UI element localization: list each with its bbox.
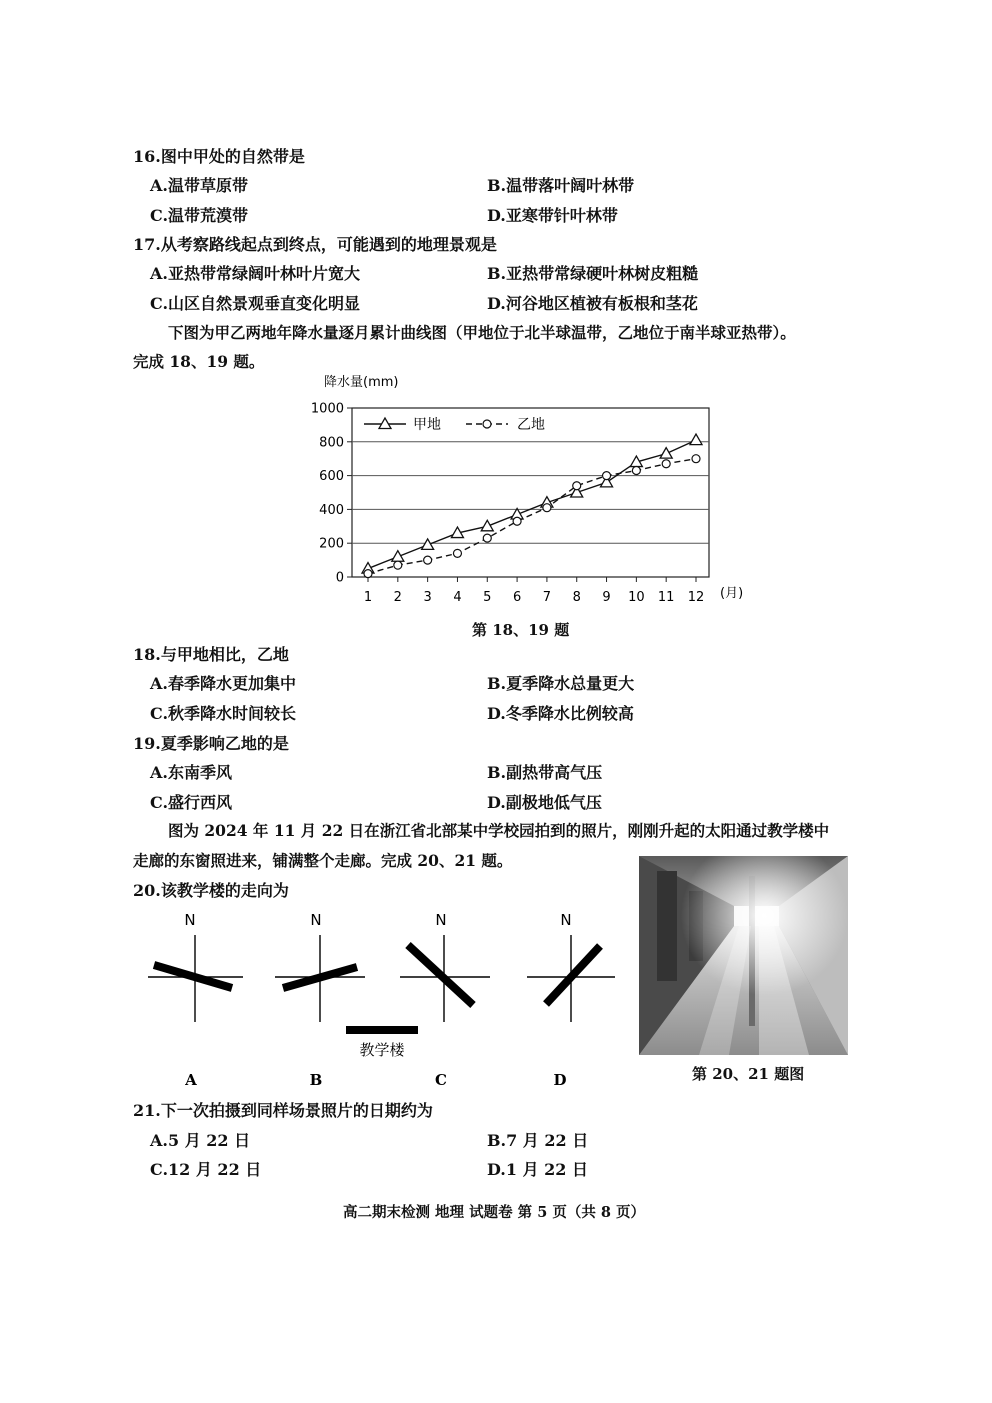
point-circle bbox=[632, 467, 640, 475]
q17-option-d: D.河谷地区植被有板根和茎花 bbox=[487, 294, 698, 313]
x-tick-label: 6 bbox=[512, 590, 522, 605]
y-tick-label: 200 bbox=[319, 536, 344, 552]
precipitation-chart bbox=[300, 368, 770, 608]
intro-18-19-line2: 完成 18、19 题。 bbox=[133, 352, 265, 371]
point-circle bbox=[692, 455, 700, 463]
corridor-photo bbox=[639, 856, 848, 1055]
north-label-c: N bbox=[435, 911, 447, 929]
x-tick-label: 4 bbox=[453, 590, 462, 605]
point-triangle bbox=[392, 551, 404, 562]
q21-option-d: D.1 月 22 日 bbox=[487, 1160, 588, 1179]
legend-item bbox=[466, 416, 545, 433]
q21-option-a: A.5 月 22 日 bbox=[150, 1131, 251, 1150]
q16-stem: 16.图中甲处的自然带是 bbox=[133, 147, 305, 166]
q17-option-a: A.亚热带常绿阔叶林叶片宽大 bbox=[150, 264, 360, 283]
q21-option-b: B.7 月 22 日 bbox=[487, 1131, 589, 1150]
q21-option-c: C.12 月 22 日 bbox=[150, 1160, 262, 1179]
x-tick-label: 12 bbox=[687, 590, 705, 605]
q19-option-c: C.盛行西风 bbox=[150, 793, 233, 812]
north-label-b: N bbox=[310, 911, 322, 929]
point-triangle bbox=[690, 434, 702, 445]
q17-stem: 17.从考察路线起点到终点，可能遇到的地理景观是 bbox=[133, 235, 497, 254]
series-line bbox=[368, 440, 696, 568]
q16-option-d: D.亚寒带针叶林带 bbox=[487, 206, 618, 225]
photo-caption: 第 20、21 题图 bbox=[692, 1065, 805, 1083]
x-tick-label: 3 bbox=[423, 590, 432, 605]
point-circle bbox=[424, 556, 432, 564]
legend-label: 甲地 bbox=[413, 417, 441, 433]
x-tick-label: 8 bbox=[572, 590, 581, 605]
q17-option-c: C.山区自然景观垂直变化明显 bbox=[150, 294, 361, 313]
diagram-c bbox=[400, 911, 490, 1022]
q20-stem: 20.该教学楼的走向为 bbox=[133, 881, 289, 900]
q16-option-c: C.温带荒漠带 bbox=[150, 206, 249, 225]
point-circle bbox=[662, 460, 670, 468]
series-yi bbox=[364, 455, 700, 578]
q19-stem: 19.夏季影响乙地的是 bbox=[133, 734, 289, 753]
x-tick-label: 5 bbox=[483, 590, 492, 605]
x-tick-label: 9 bbox=[602, 590, 611, 605]
point-circle bbox=[483, 534, 491, 542]
page-footer: 高二期末检测 地理 试题卷 第 5 页（共 8 页） bbox=[343, 1204, 646, 1221]
chart-ylabel: 降水量(mm) bbox=[324, 375, 399, 390]
point-triangle bbox=[660, 448, 672, 459]
legend-label: 乙地 bbox=[517, 417, 545, 433]
q18-option-d: D.冬季降水比例较高 bbox=[487, 704, 634, 723]
q17-option-b: B.亚热带常绿硬叶林树皮粗糙 bbox=[487, 264, 699, 283]
q21-stem: 21.下一次拍摄到同样场景照片的日期约为 bbox=[133, 1101, 433, 1120]
x-tick-label: 1 bbox=[363, 590, 373, 605]
q18-stem: 18.与甲地相比，乙地 bbox=[133, 645, 289, 664]
point-triangle bbox=[422, 539, 434, 550]
q18-option-c: C.秋季降水时间较长 bbox=[150, 704, 297, 723]
x-tick-label: 11 bbox=[657, 590, 675, 605]
q19-option-a: A.东南季风 bbox=[150, 763, 232, 782]
point-circle bbox=[603, 472, 611, 480]
diagram-a bbox=[148, 911, 243, 1022]
chart-xunit: (月) bbox=[720, 586, 744, 601]
point-circle bbox=[543, 504, 551, 512]
choice-label-c: C bbox=[435, 1071, 447, 1089]
point-circle bbox=[453, 549, 461, 557]
point-triangle bbox=[379, 418, 391, 429]
y-tick-label: 600 bbox=[319, 469, 344, 485]
q18-option-a: A.春季降水更加集中 bbox=[150, 674, 296, 693]
x-tick-label: 10 bbox=[628, 590, 645, 605]
point-circle bbox=[394, 561, 402, 569]
intro-20-21-line2: 走廊的东窗照进来，铺满整个走廊。完成 20、21 题。 bbox=[133, 851, 513, 870]
series-jia bbox=[362, 434, 702, 573]
point-circle bbox=[513, 517, 521, 525]
intro-20-21-line1: 图为 2024 年 11 月 22 日在浙江省北部某中学校园拍到的照片，刚刚升起的太阳通过教学楼中 bbox=[168, 821, 830, 840]
orientation-diagrams bbox=[140, 900, 630, 1095]
diagram-d bbox=[527, 911, 615, 1022]
q19-option-d: D.副极地低气压 bbox=[487, 793, 602, 812]
point-circle bbox=[364, 570, 372, 578]
y-tick-label: 400 bbox=[319, 502, 344, 518]
building-legend-label: 教学楼 bbox=[359, 1041, 405, 1059]
q16-option-a: A.温带草原带 bbox=[150, 176, 248, 195]
choice-label-d: D bbox=[553, 1071, 567, 1089]
point-circle bbox=[483, 420, 491, 428]
north-label-d: N bbox=[560, 911, 572, 929]
legend-item bbox=[364, 416, 441, 433]
point-circle bbox=[573, 482, 581, 490]
intro-18-19-line1: 下图为甲乙两地年降水量逐月累计曲线图（甲地位于北半球温带，乙地位于南半球亚热带）。 bbox=[168, 323, 796, 342]
y-tick-label: 0 bbox=[335, 570, 344, 586]
point-triangle bbox=[481, 520, 493, 531]
q18-option-b: B.夏季降水总量更大 bbox=[487, 674, 635, 693]
chart-caption: 第 18、19 题 bbox=[472, 621, 570, 639]
y-tick-label: 1000 bbox=[310, 401, 344, 417]
y-tick-label: 800 bbox=[319, 435, 344, 451]
north-label-a: N bbox=[184, 911, 196, 929]
q19-option-b: B.副热带高气压 bbox=[487, 763, 603, 782]
diagram-b bbox=[275, 911, 365, 1022]
x-tick-label: 7 bbox=[542, 590, 552, 605]
x-tick-label: 2 bbox=[393, 590, 402, 605]
choice-label-a: A bbox=[185, 1071, 197, 1089]
q16-option-b: B.温带落叶阔叶林带 bbox=[487, 176, 635, 195]
plot-frame bbox=[352, 408, 709, 577]
choice-label-b: B bbox=[309, 1071, 323, 1089]
